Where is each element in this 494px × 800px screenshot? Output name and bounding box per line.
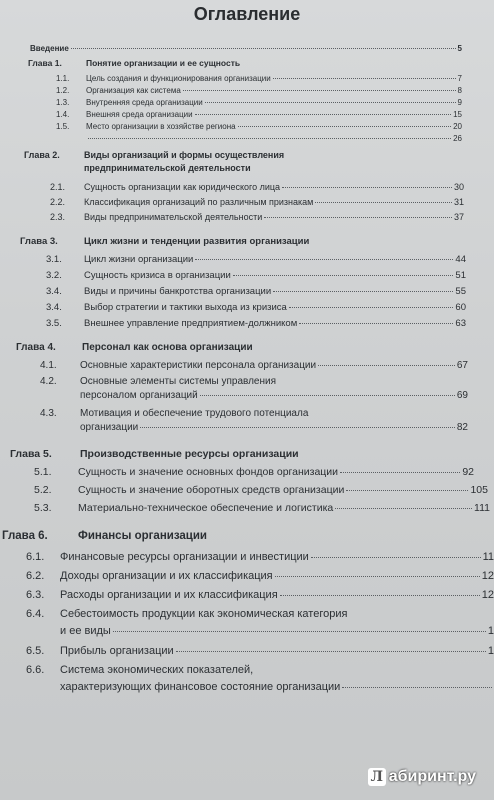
leader-dots: [176, 650, 486, 652]
leader-dots: [205, 101, 456, 103]
leader-dots: [318, 364, 455, 366]
toc-entry: 2.2. Классификация организаций по различным признакам 31: [50, 197, 464, 207]
leader-dots: [113, 630, 486, 632]
chapter-2-title: Глава 2. Виды организаций и формы осуществления: [24, 150, 285, 160]
toc-entry: 6.2. Доходы организации и их классификация 12: [26, 570, 494, 582]
toc-entry: 1.4. Внешняя среда организации 15: [56, 110, 462, 119]
leader-dots: [200, 394, 455, 396]
toc-entry-intro: [30, 44, 462, 53]
page-number: 5: [457, 44, 462, 53]
chapter-2-title-cont: предпринимательской деятельности: [84, 163, 251, 173]
toc-entry: 26: [56, 134, 462, 143]
toc-entry: 6.6. Система экономических показателей,: [26, 664, 254, 676]
chapter-1-title: Глава 1. Понятие организации и ее сущность: [28, 58, 241, 68]
toc-entry: 1.2. Организация как система 8: [56, 86, 462, 95]
toc-entry: 6.5. Прибыль организации 1: [26, 645, 494, 657]
toc-entry-cont: организации 82: [80, 422, 468, 433]
toc-entry: 3.4. Выбор стратегии и тактики выхода из кризиса 60: [46, 302, 466, 313]
leader-dots: [195, 113, 451, 115]
toc-entry-cont: персоналом организаций 69: [80, 390, 468, 401]
leader-dots: [299, 322, 453, 324]
leader-dots: [335, 507, 472, 509]
toc-entry: 2.3. Виды предпринимательской деятельности 37: [50, 212, 464, 222]
toc-entry: 5.2. Сущность и значение оборотных средств организации 105: [34, 484, 488, 496]
toc-entry-cont: характеризующих финансовое состояние организации: [60, 681, 494, 693]
toc-entry: 1.5. Место организации в хозяйстве региона 20: [56, 122, 462, 131]
leader-dots: [346, 489, 468, 491]
chapter-5-title: Глава 5. Производственные ресурсы организации: [10, 448, 299, 460]
leader-dots: [238, 125, 452, 127]
leader-dots: [275, 575, 480, 577]
watermark-text: абиринт.ру: [388, 768, 476, 785]
leader-dots: [264, 216, 452, 218]
toc-entry: 3.4. Виды и причины банкротства организации 55: [46, 286, 466, 297]
toc-entry: 4.3. Мотивация и обеспечение трудового потенциала: [40, 408, 309, 419]
leader-dots: [311, 556, 481, 558]
toc-entry: 3.2. Сущность кризиса в организации 51: [46, 270, 466, 281]
labirint-logo-icon: Л: [368, 768, 386, 786]
toc-entry: 4.2. Основные элементы системы управления: [40, 376, 277, 387]
toc-entry: 3.5. Внешнее управление предприятием-должником 63: [46, 318, 466, 329]
chapter-3-title: Глава 3. Цикл жизни и тенденции развития организации: [20, 236, 310, 247]
leader-dots: [71, 47, 456, 49]
leader-dots: [280, 594, 480, 596]
leader-dots: [282, 186, 452, 188]
toc-entry: 4.1. Основные характеристики персонала организации 67: [40, 360, 468, 371]
leader-dots: [88, 137, 451, 139]
leader-dots: [140, 426, 455, 428]
chapter-6-title: Глава 6. Финансы организации: [2, 530, 208, 542]
toc-title: Оглавление: [193, 4, 301, 24]
leader-dots: [273, 290, 453, 292]
toc-entry: 6.4. Себестоимость продукции как экономическая категория: [26, 608, 348, 620]
toc-entry: 6.1. Финансовые ресурсы организации и инвестиции 11: [26, 551, 494, 563]
toc-entry-cont: и ее виды 1: [60, 625, 494, 637]
leader-dots: [195, 258, 453, 260]
leader-dots: [233, 274, 454, 276]
chapter-4-title: Глава 4. Персонал как основа организации: [16, 342, 253, 353]
leader-dots: [273, 77, 456, 79]
toc-entry: 6.3. Расходы организации и их классификация 12: [26, 589, 494, 601]
labirint-watermark: [368, 768, 476, 786]
leader-dots: [315, 201, 452, 203]
toc-entry: 2.1. Сущность организации как юридического лица 30: [50, 182, 464, 192]
toc-entry: 1.1. Цель создания и функционирования организации 7: [56, 74, 462, 83]
leader-dots: [340, 471, 460, 473]
toc-entry: 3.1. Цикл жизни организации 44: [46, 254, 466, 265]
toc-entry: 1.3. Внутренняя среда организации 9: [56, 98, 462, 107]
leader-dots: [289, 306, 454, 308]
leader-dots: [183, 89, 456, 91]
toc-entry: 5.3. Материально-техническое обеспечение и логистика 111: [34, 502, 490, 514]
leader-dots: [342, 686, 492, 688]
intro-label: Введение: [30, 44, 69, 53]
toc-entry: 5.1. Сущность и значение основных фондов организации 92: [34, 466, 474, 478]
